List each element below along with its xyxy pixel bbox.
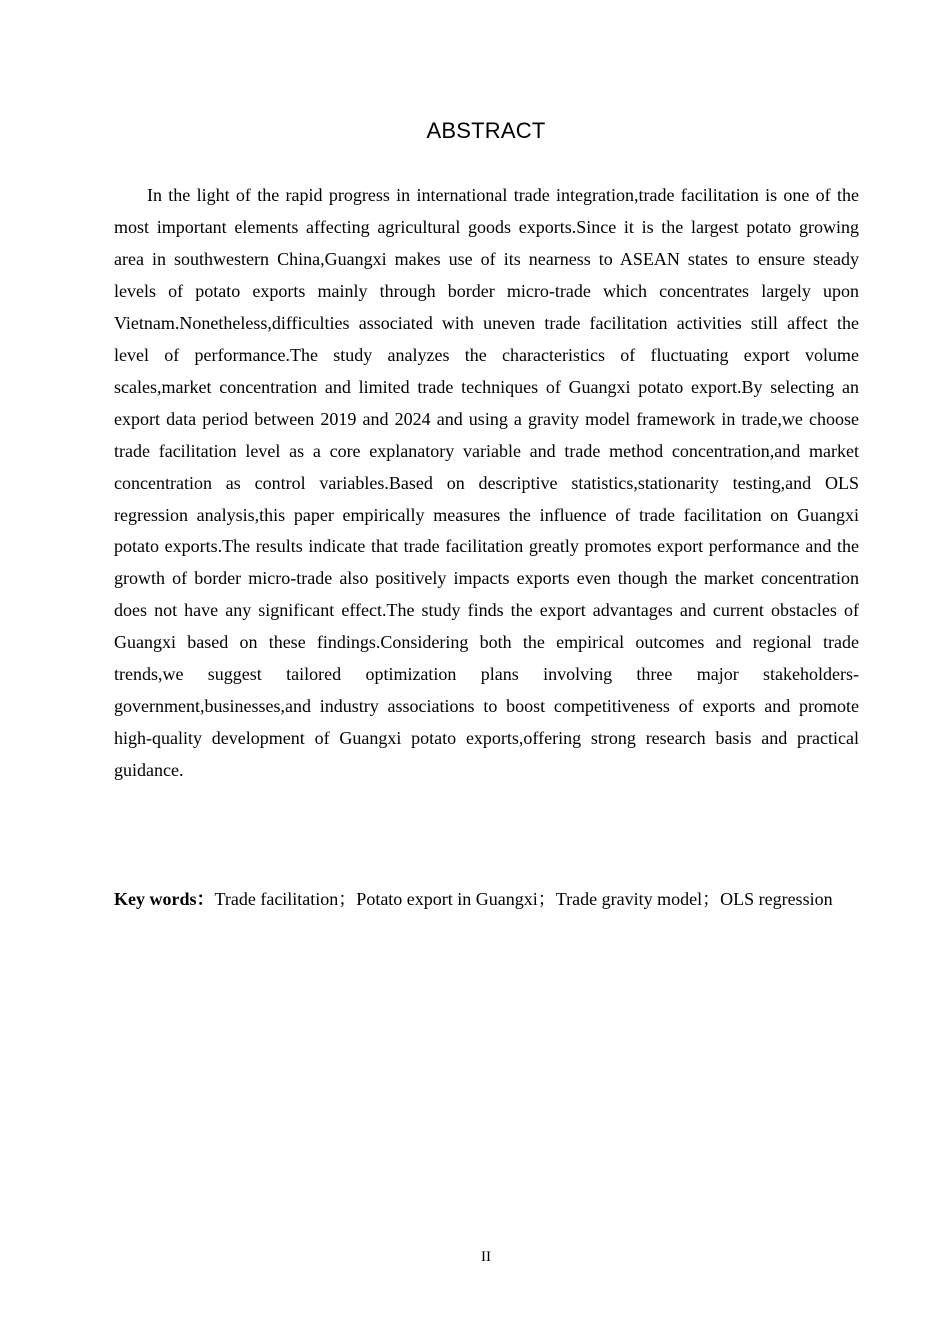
abstract-title: ABSTRACT (426, 118, 546, 143)
page-number: II (481, 1249, 491, 1265)
keywords-label: Key words： (114, 889, 215, 909)
keywords-list: Trade facilitation；Potato export in Guangxi；Trade gravity model；OLS regression (214, 889, 833, 909)
keywords-paragraph (114, 883, 859, 915)
abstract-body: In the light of the rapid progress in international trade integration,trade facilitation is one of the most important elements affecting agricultural goods exports.Since it is the largest potato growing area in southwestern China,Guangxi makes use of its nearness to ASEAN states to ensure steady levels of potato exports mainly through border micro-trade which concentrates largely upon Vietnam.Nonetheless,difficulties associated with uneven trade facilitation activities still affect the level of performance.The study analyzes the characteristics of fluctuating export volume scales,market concentration and limited trade techniques of Guangxi potato export.By selecting an export data period between 2019 and 2024 and using a gravity model framework in trade,we choose trade facilitation level as a core explanatory variable and trade method concentration,and market concentration as control variables.Based on descriptive statistics,stationarity testing,and OLS regression analysis,this paper empirically measures the influence of trade facilitation on Guangxi potato exports.The results indicate that trade facilitation greatly promotes export performance and the growth of border micro-trade also positively impacts exports even though the market concentration does not have any significant effect.The study finds the export advantages and current obstacles of Guangxi based on these findings.Considering both the empirical outcomes and regional trade trends,we suggest tailored optimization plans involving three major stakeholders-government,businesses,and industry associations to boost competitiveness of exports and promote high-quality development of Guangxi potato exports,offering strong research basis and practical guidance. (114, 185, 859, 781)
